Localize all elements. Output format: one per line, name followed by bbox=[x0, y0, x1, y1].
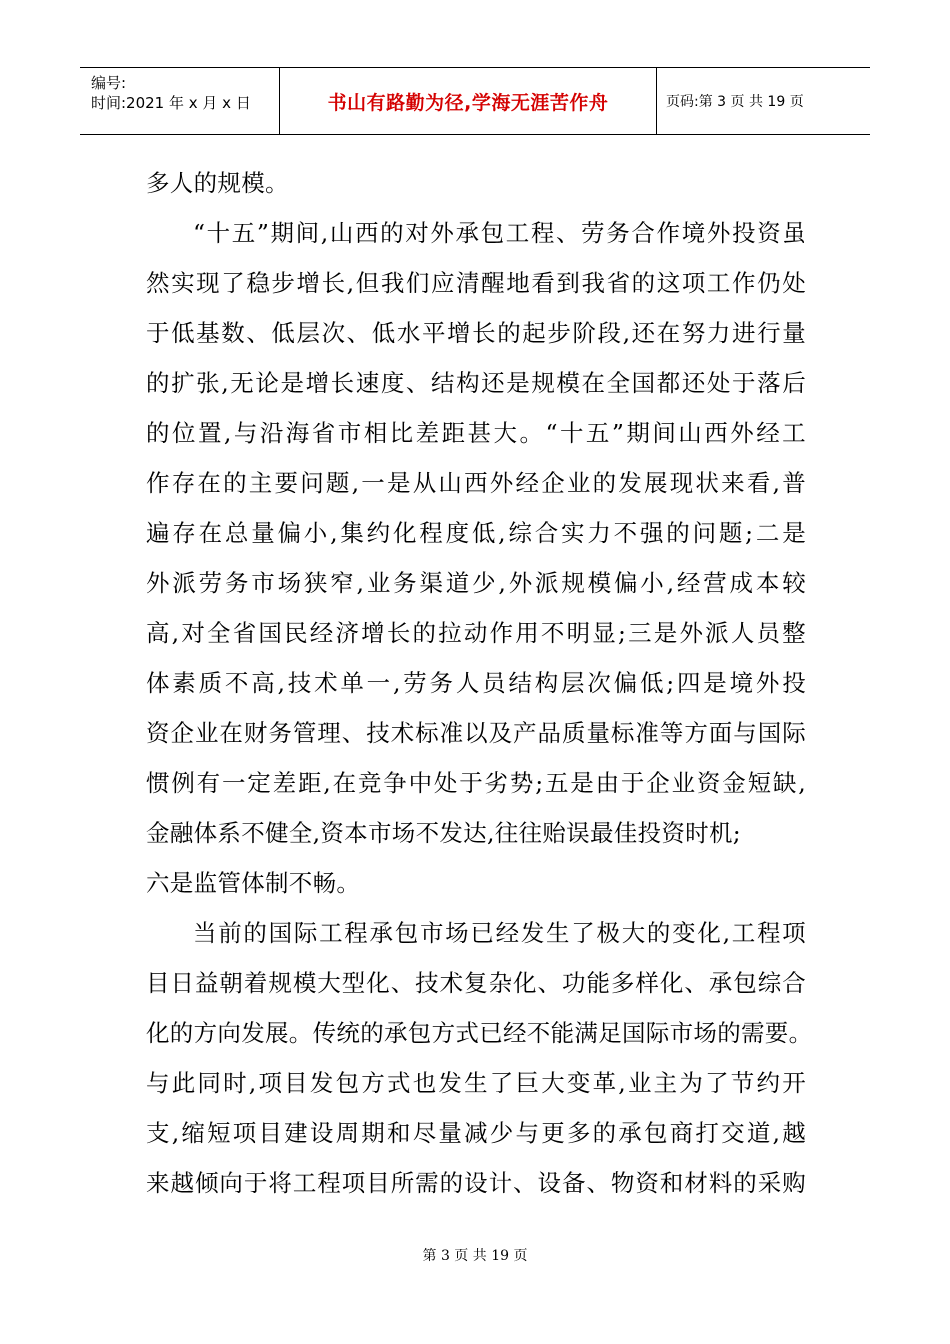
text-line: 来越倾向于将工程项目所需的设计、设备、物资和材料的采购 bbox=[146, 1169, 806, 1197]
document-date-label: 时间:2021 年 x 月 x 日 bbox=[91, 94, 251, 112]
text-line: “十五”期间,山西的对外承包工程、劳务合作境外投资虽 bbox=[193, 219, 806, 247]
text-line: 然实现了稳步增长,但我们应清醒地看到我省的这项工作仍处 bbox=[146, 269, 806, 297]
text-line: 支,缩短项目建设周期和尽量减少与更多的承包商打交道,越 bbox=[146, 1119, 806, 1147]
text-line: 的扩张,无论是增长速度、结构还是规模在全国都还处于落后 bbox=[146, 369, 806, 397]
text-line: 作存在的主要问题,一是从山西外经企业的发展现状来看,普 bbox=[146, 469, 806, 497]
page-footer: 第 3 页 共 19 页 bbox=[422, 1248, 528, 1264]
text-line: 高,对全省国民经济增长的拉动作用不明显;三是外派人员整 bbox=[146, 619, 806, 647]
text-line: 当前的国际工程承包市场已经发生了极大的变化,工程项 bbox=[193, 919, 806, 947]
document-number-label: 编号: bbox=[91, 74, 127, 92]
text-line: 化的方向发展。传统的承包方式已经不能满足国际市场的需要。 bbox=[146, 1019, 813, 1047]
header-motto: 书山有路勤为径,学海无涯苦作舟 bbox=[280, 68, 657, 134]
text-line: 资企业在财务管理、技术标准以及产品质量标准等方面与国际 bbox=[146, 719, 806, 747]
text-line: 外派劳务市场狭窄,业务渠道少,外派规模偏小,经营成本较 bbox=[146, 569, 806, 597]
header-page-info: 页码:第 3 页 共 19 页 bbox=[666, 94, 804, 110]
text-line: 金融体系不健全,资本市场不发达,往往贻误最佳投资时机; bbox=[146, 819, 741, 847]
text-line: 与此同时,项目发包方式也发生了巨大变革,业主为了节约开 bbox=[146, 1069, 806, 1097]
header-meta-cell bbox=[80, 68, 280, 134]
text-line: 惯例有一定差距,在竞争中处于劣势;五是由于企业资金短缺, bbox=[146, 769, 806, 797]
text-line: 的位置,与沿海省市相比差距甚大。“十五”期间山西外经工 bbox=[146, 419, 806, 447]
text-line: 六是监管体制不畅。 bbox=[146, 869, 361, 897]
document-body bbox=[146, 158, 813, 1208]
page-header bbox=[80, 67, 870, 135]
text-line: 体素质不高,技术单一,劳务人员结构层次偏低;四是境外投 bbox=[146, 669, 806, 697]
text-line: 多人的规模。 bbox=[146, 169, 289, 197]
text-line: 目日益朝着规模大型化、技术复杂化、功能多样化、承包综合 bbox=[146, 969, 806, 997]
text-line: 遍存在总量偏小,集约化程度低,综合实力不强的问题;二是 bbox=[146, 519, 806, 547]
text-line: 于低基数、低层次、低水平增长的起步阶段,还在努力进行量 bbox=[146, 319, 806, 347]
